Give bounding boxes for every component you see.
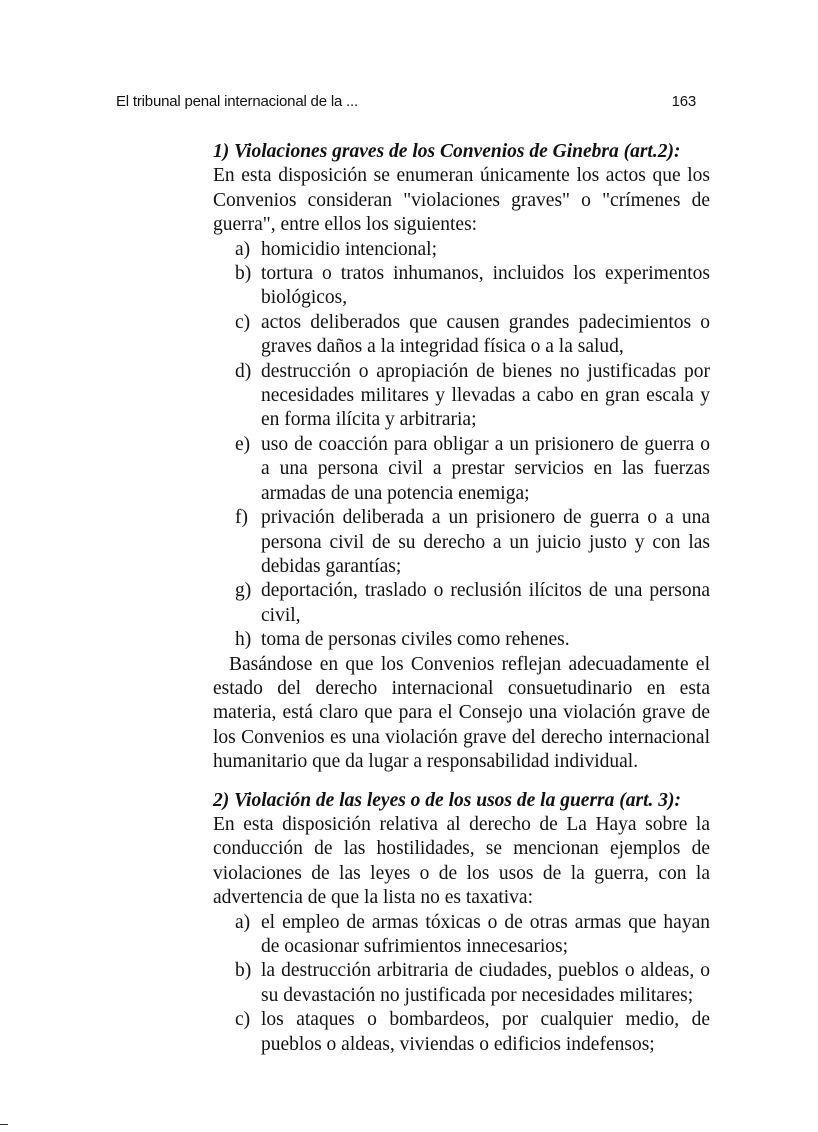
list-item-text: el empleo de armas tóxicas o de otras armas que hayan de ocasionar sufrimientos innecesarios; [261,911,710,957]
list-item [213,262,710,311]
list-item-text: toma de personas civiles como rehenes. [261,629,570,651]
list-item-text: los ataques o bombardeos, por cualquier medio, de pueblos o aldeas, viviendas o edificios indefensos; [261,1009,710,1055]
section-intro-paragraph: En esta disposición se enumeran únicamente los actos que los Convenios consideran "violaciones graves" o "crímenes de guerra", entre ellos los siguientes: [213,165,710,236]
list-item-text: uso de coacción para obligar a un prisionero de guerra o a una persona civil a prestar servicios en las fuerzas armadas de una potencia enemiga; [261,433,710,504]
list-item-marker: b) [235,263,252,285]
list-item [213,959,710,1008]
margin-mark [0,1124,8,1125]
list-item [213,433,710,506]
list-item-marker: d) [235,360,252,382]
list-item-marker: b) [235,960,252,982]
section-heading-grave-breaches: 1) Violaciones graves de los Convenios de Ginebra (art.2): [213,141,681,162]
section-spacer [213,775,710,789]
section-closing-paragraph: Basándose en que los Convenios reflejan adecuadamente el estado del derecho internacional consuetudinario en esta materia, está claro que para el Consejo una violación grave de los Convenios es una violación grave del derecho internacional humanitario que da lugar a responsabilidad individual. [213,653,710,773]
laws-of-war-list [213,911,710,1057]
list-item-marker: c) [235,311,251,333]
list-item-text: actos deliberados que causen grandes padecimientos o graves daños a la integridad física o a la salud, [261,311,710,358]
list-item-marker: h) [235,629,252,651]
list-item-text: deportación, traslado o reclusión ilícitos de una persona civil, [261,580,710,626]
section-heading-laws-of-war: 2) Violación de las leyes o de los usos de la guerra (art. 3): [213,789,681,811]
page-number: 163 [671,93,696,110]
list-item-marker: f) [235,507,248,529]
list-item [213,311,710,360]
list-item-marker: c) [235,1009,251,1031]
list-item-text: destrucción o apropiación de bienes no justificadas por necesidades militares y llevadas a cabo en gran escala y en forma ilícita y arbitraria; [261,360,710,431]
list-item-text: tortura o tratos inhumanos, incluidos los experimentos biológicos, [261,263,710,309]
section-intro-paragraph: En esta disposición relativa al derecho de La Haya sobre la conducción de las hostilidades, se mencionan ejemplos de violaciones de las leyes o de los usos de la guerra, con la advertencia de que la lista no es taxativa: [213,813,710,909]
list-item-marker: a) [235,238,251,260]
list-item [213,360,710,433]
running-title: El tribunal penal internacional de la ... [116,93,358,110]
grave-breaches-list [213,238,710,653]
running-header [116,92,696,112]
list-item [213,238,710,262]
list-item-marker: a) [235,911,251,933]
list-item [213,1008,710,1057]
list-item [213,506,710,579]
list-item-text: privación deliberada a un prisionero de guerra o a una persona civil de su derecho a un juicio justo y con las debidas garantías; [261,507,710,577]
list-item [213,628,710,652]
list-item-marker: e) [235,433,251,455]
page-body [213,140,710,1057]
list-item [213,579,710,628]
list-item [213,911,710,960]
list-item-text: la destrucción arbitraria de ciudades, pueblos o aldeas, o su devastación no justificada por necesidades militares; [261,960,710,1006]
list-item-text: homicidio intencional; [261,238,438,260]
list-item-marker: g) [235,580,252,602]
